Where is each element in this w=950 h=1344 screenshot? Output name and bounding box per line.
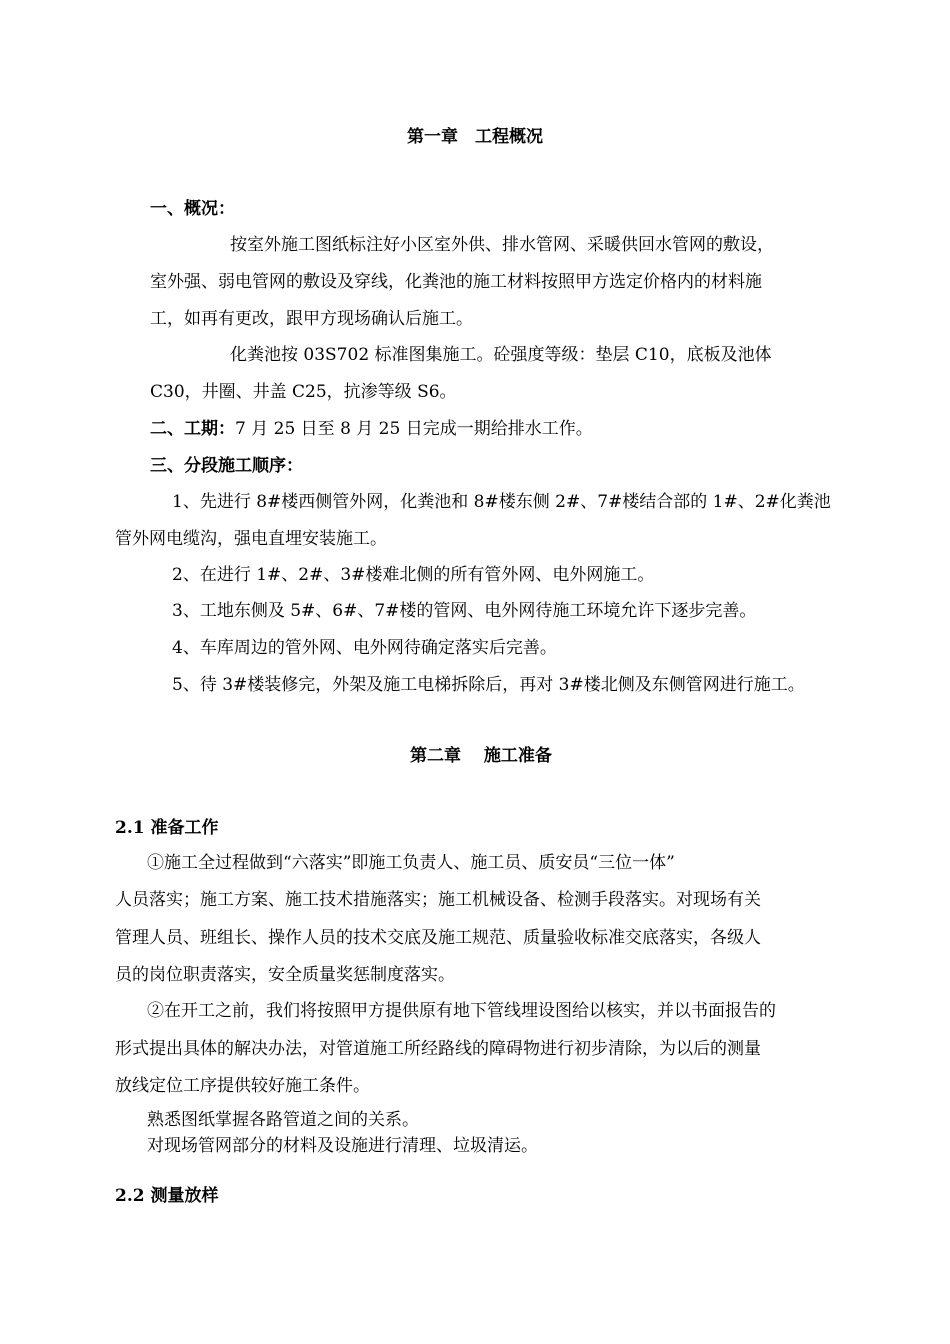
prep-item-1-line-4: 员的岗位职责落实，安全质量奖惩制度落实。: [115, 965, 455, 985]
prep-item-2-line-3: 放线定位工序提供较好施工条件。: [115, 1076, 370, 1096]
section-schedule-heading: 二、工期：: [150, 419, 235, 439]
sequence-step-1: 1、先进行 8#楼西侧管外网，化粪池和 8#楼东侧 2#、7#楼结合部的 1#、2#化粪池: [172, 492, 831, 512]
schedule-paragraph: [150, 419, 593, 439]
chapter-1-title: 第一章 工程概况: [407, 127, 543, 147]
chapter-2-title: 第二章 施工准备: [410, 746, 552, 766]
prep-item-2-line-1: ②在开工之前，我们将按照甲方提供原有地下管线埋设图给以核实，并以书面报告的: [147, 1001, 776, 1021]
section-overview-heading: 一、概况：: [150, 199, 235, 219]
prep-item-1-line-3: 管理人员、班组长、操作人员的技术交底及施工规范、质量验收标准交底落实，各级人: [115, 928, 761, 948]
sequence-step-5: 5、待 3#楼装修完，外架及施工电梯拆除后，再对 3#楼北侧及东侧管网进行施工。: [172, 675, 805, 695]
section-sequence-heading: 三、分段施工顺序：: [150, 456, 303, 476]
sequence-step-1-cont: 管外网电缆沟，强电直埋安装施工。: [115, 529, 387, 549]
prep-item-1-line-1: ①施工全过程做到“六落实”即施工负责人、施工员、质安员“三位一体”: [147, 853, 675, 873]
sequence-step-3: 3、工地东侧及 5#、6#、7#楼的管网、电外网待施工环境允许下逐步完善。: [172, 601, 757, 621]
overview-line-1: 按室外施工图纸标注好小区室外供、排水管网、采暖供回水管网的敷设，: [230, 235, 774, 255]
prep-item-1-line-2: 人员落实；施工方案、施工技术措施落实；施工机械设备、检测手段落实。对现场有关: [115, 890, 761, 910]
prep-item-2-line-2: 形式提出具体的解决办法，对管道施工所经路线的障碍物进行初步清除，为以后的测量: [115, 1039, 761, 1059]
prep-line-cleanup: 对现场管网部分的材料及设施进行清理、垃圾清运。: [147, 1136, 538, 1156]
sequence-step-2: 2、在进行 1#、2#、3#楼难北侧的所有管外网、电外网施工。: [172, 565, 655, 585]
section-2-1-heading: 2.1 准备工作: [115, 818, 219, 838]
schedule-text: 7 月 25 日至 8 月 25 日完成一期给排水工作。: [235, 419, 593, 439]
prep-line-drawings: 熟悉图纸掌握各路管道之间的关系。: [147, 1110, 419, 1130]
septic-line-2: C30，井圈、井盖 C25，抗渗等级 S6。: [150, 382, 457, 402]
septic-line-1: 化粪池按 03S702 标准图集施工。砼强度等级：垫层 C10，底板及池体: [230, 345, 772, 365]
overview-line-2: 室外强、弱电管网的敷设及穿线，化粪池的施工材料按照甲方选定价格内的材料施: [150, 272, 762, 292]
section-2-2-heading: 2.2 测量放样: [115, 1186, 219, 1206]
sequence-step-4: 4、车库周边的管外网、电外网待确定落实后完善。: [172, 638, 557, 658]
overview-line-3: 工，如再有更改，跟甲方现场确认后施工。: [150, 309, 473, 329]
